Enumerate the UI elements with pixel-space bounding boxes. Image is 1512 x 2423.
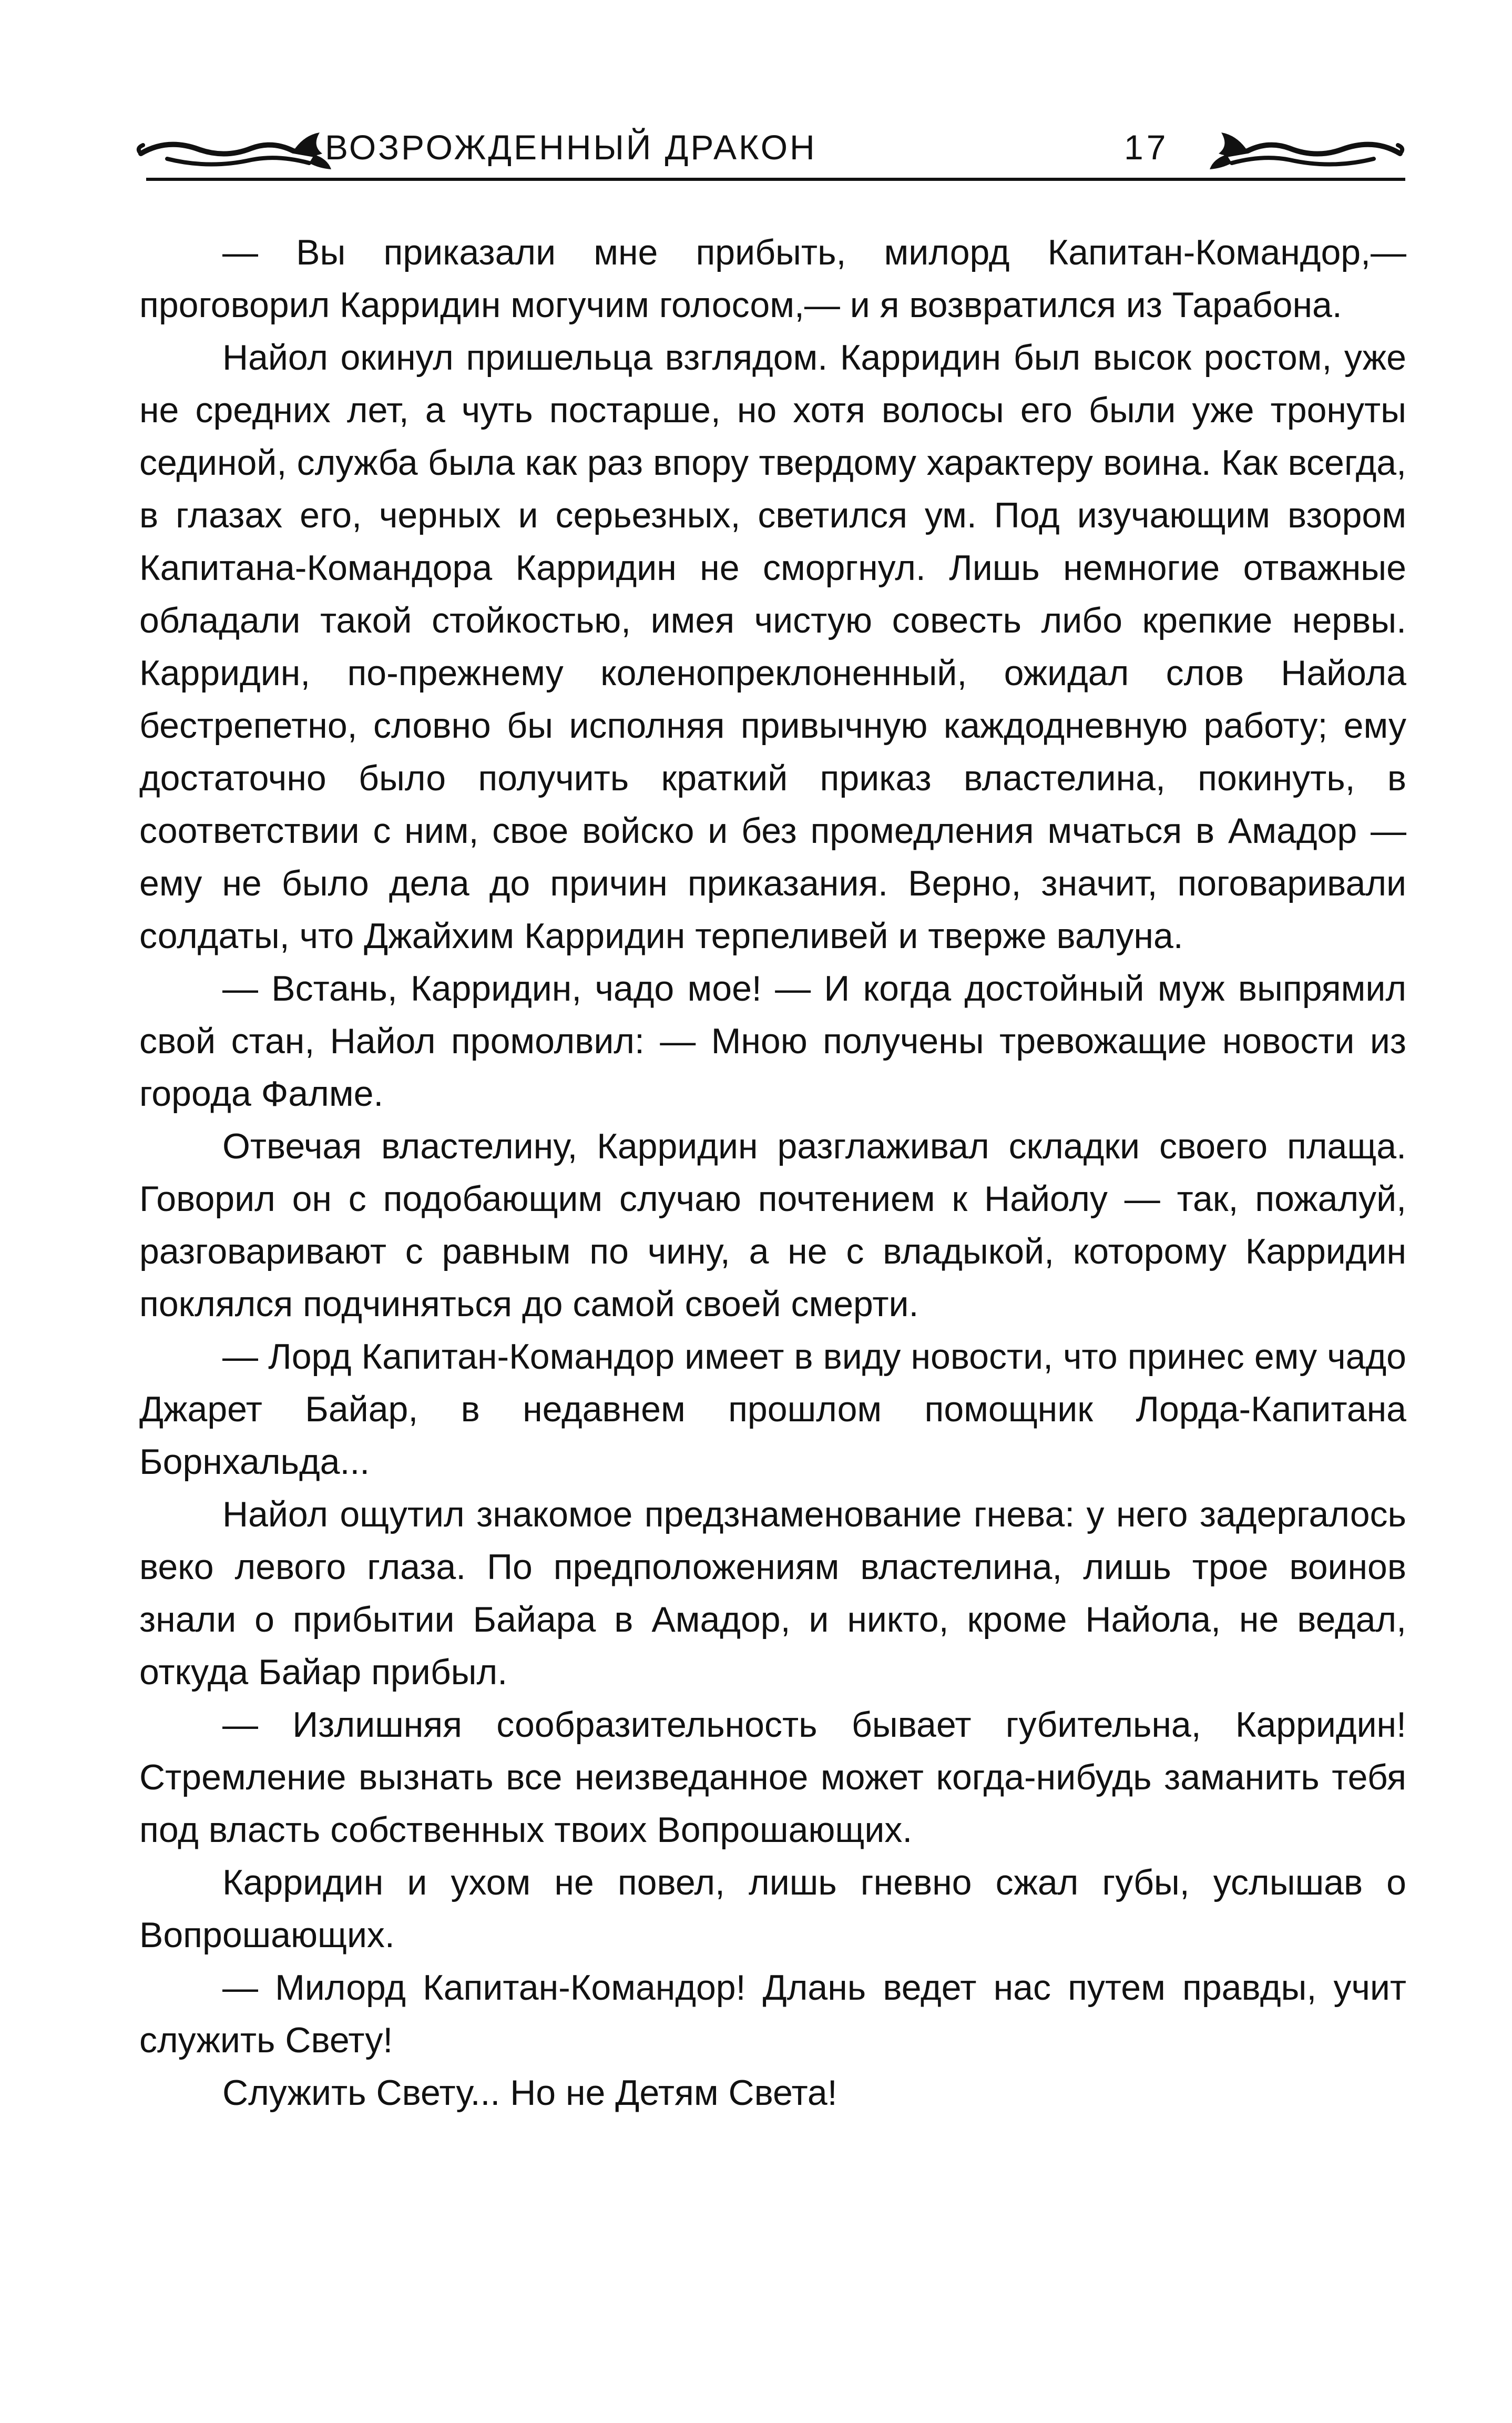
running-title: ВОЗРОЖДЕННЫЙ ДРАКОН xyxy=(325,128,817,167)
dragon-ornament-right-icon xyxy=(1205,122,1405,175)
paragraph-7: — Излишняя сообразительность бывает губительна, Карридин! Стремление вызнать все неизведанное может когда-нибудь заманить тебя под власть собственных твоих Вопрошающих. xyxy=(139,1705,1406,1850)
paragraph-2: Найол окинул пришельца взглядом. Карридин был высок ростом, уже не средних лет, а чуть постарше, но хотя волосы его были уже тронуты сединой, служба была как раз впору твердому характеру воина. Как всегда, в глазах его, черных и серьезных, светился ум. Под изучающим взором Капитана-Командора Карридин не сморгнул. Лишь немногие отважные обладали такой стойкостью, имея чистую совесть либо крепкие нервы. Карридин, по-прежнему коленопреклоненный, ожидал слов Найола бестрепетно, словно бы исполняя привычную каждодневную работу; ему достаточно было получить краткий приказ властелина, покинуть, в соответствии с ним, свое войско и без промедления мчаться в Амадор — ему не было дела до причин приказания. Верно, значит, поговаривали солдаты, что Джайхим Карридин терпеливей и тверже валуна. xyxy=(139,338,1406,956)
dragon-ornament-left-icon xyxy=(136,122,335,175)
paragraph-5: — Лорд Капитан-Командор имеет в виду новости, что принес ему чадо Джарет Байар, в недавнем прошлом помощник Лорда-Капитана Борнхальда... xyxy=(139,1337,1406,1482)
paragraph-3: — Встань, Карридин, чадо мое! — И когда достойный муж выпрямил свой стан, Найол промолвил: — Мною получены тревожащие новости из города Фалме. xyxy=(139,969,1406,1114)
paragraph-8: Карридин и ухом не повел, лишь гневно сжал губы, услышав о Вопрошающих. xyxy=(139,1862,1406,1955)
body-text xyxy=(139,226,1406,2119)
page-number: 17 xyxy=(1124,128,1169,167)
paragraph-9: — Милорд Капитан-Командор! Длань ведет нас путем правды, учит служить Свету! xyxy=(139,1968,1406,2060)
page-header xyxy=(136,110,1405,184)
paragraph-1: — Вы приказали мне прибыть, милорд Капитан-Командор,— проговорил Карридин могучим голосом,— и я возвратился из Тарабона. xyxy=(139,232,1406,325)
paragraph-10: Служить Свету... Но не Детям Света! xyxy=(222,2073,837,2113)
paragraph-4: Отвечая властелину, Карридин разглаживал складки своего плаща. Говорил он с подобающим случаю почтением к Найолу — так, пожалуй, разговаривают с равным по чину, а не с владыкой, которому Карридин поклялся подчиняться до самой своей смерти. xyxy=(139,1126,1406,1324)
paragraph-6: Найол ощутил знакомое предзнаменование гнева: у него задергалось веко левого глаза. По предположениям властелина, лишь трое воинов знали о прибытии Байара в Амадор, и никто, кроме Найола, не ведал, откуда Байар прибыл. xyxy=(139,1494,1406,1692)
header-divider xyxy=(146,178,1405,181)
